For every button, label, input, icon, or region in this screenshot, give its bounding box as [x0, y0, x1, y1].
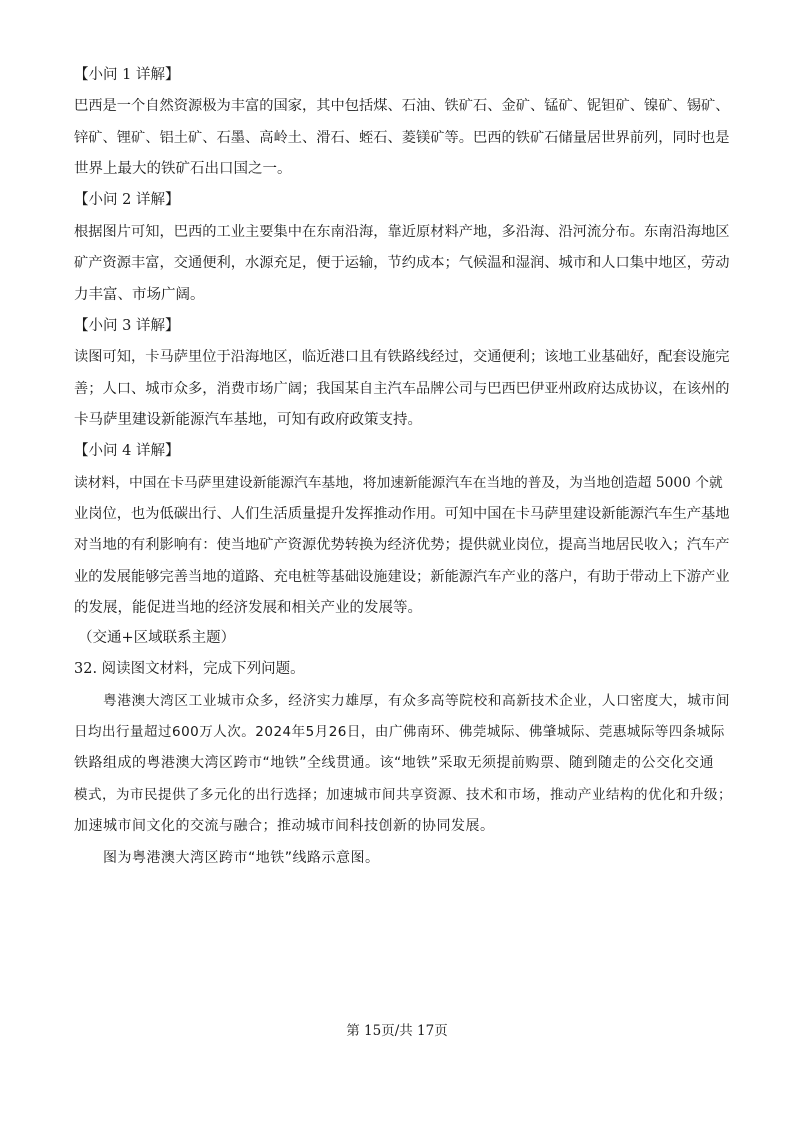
section-4-line-3: 对当地的有利影响有：使当地矿产资源优势转换为经济优势；提供就业岗位，提高当地居民收入；汽车产 — [74, 537, 730, 553]
material-line-5: 加速城市间文化的交流与融合；推动城市间科技创新的协同发展。 — [74, 818, 495, 834]
material-line-3: 铁路组成的粤港澳大湾区跨市“地铁”全线贯通。该“地铁”采取无须提前购票、随到随走的公交化交通 — [74, 755, 715, 771]
section-4-line-2: 业岗位，也为低碳出行、人们生活质量提升发挥推动作用。可知中国在卡马萨里建设新能源汽车生产基地 — [74, 506, 730, 522]
section-3-line-1: 读图可知，卡马萨里位于沿海地区，临近港口且有铁路线经过，交通便利；该地工业基础好，配套设施完 — [74, 349, 730, 365]
section-3-line-3: 卡马萨里建设新能源汽车基地，可知有政府政策支持。 — [74, 412, 422, 428]
section-3-line-2: 善；人口、城市众多，消费市场广阔；我国某自主汽车品牌公司与巴西巴伊亚州政府达成协议，在该州的 — [74, 381, 730, 397]
page-number-footer: 第 15页/共 17页 — [346, 1023, 448, 1039]
section-1-line-1: 巴西是一个自然资源极为丰富的国家，其中包括煤、石油、铁矿石、金矿、锰矿、铌钽矿、镍矿、锡矿、 — [74, 98, 730, 114]
section-1-line-2: 锌矿、锂矿、铝土矿、石墨、高岭土、滑石、蛭石、菱镁矿等。巴西的铁矿石储量居世界前列，同时也是 — [74, 130, 730, 146]
section-heading-2: 【小问 2 详解】 — [74, 192, 180, 208]
section-2-line-1: 根据图片可知，巴西的工业主要集中在东南沿海，靠近原材料产地，多沿海、沿河流分布。东南沿海地区 — [74, 224, 730, 240]
question-32-title: 32. 阅读图文材料，完成下列问题。 — [74, 661, 305, 677]
figure-caption: 图为粤港澳大湾区跨市“地铁”线路示意图。 — [103, 850, 380, 866]
material-line-2: 日均出行量超过600万人次。2024年5月26日，由广佛南环、佛莞城际、佛肇城际、莞惠城际等四条城际 — [74, 724, 725, 740]
section-4-line-5: 的发展，能促进当地的经济发展和相关产业的发展等。 — [74, 600, 422, 616]
section-heading-1: 【小问 1 详解】 — [74, 67, 180, 83]
material-line-1: 粤港澳大湾区工业城市众多，经济实力雄厚，有众多高等院校和高新技术企业，人口密度大，城市间 — [103, 693, 731, 709]
section-4-line-4: 业的发展能够完善当地的道路、充电桩等基础设施建设；新能源汽车产业的落户，有助于带动上下游产业 — [74, 569, 730, 585]
section-2-line-2: 矿产资源丰富，交通便利，水源充足，便于运输，节约成本；气候温和湿润、城市和人口集中地区，劳动 — [74, 255, 730, 271]
section-1-line-3: 世界上最大的铁矿石出口国之一。 — [74, 161, 292, 177]
section-2-line-3: 力丰富、市场广阔。 — [74, 287, 205, 303]
topic-note: （交通+区域联系主题） — [78, 630, 236, 646]
section-heading-4: 【小问 4 详解】 — [74, 443, 180, 459]
section-4-line-1: 读材料，中国在卡马萨里建设新能源汽车基地，将加速新能源汽车在当地的普及，为当地创造超 5000 个就 — [74, 475, 723, 491]
material-line-4: 模式，为市民提供了多元化的出行选择；加速城市间共享资源、技术和市场，推动产业结构的优化和升级； — [74, 787, 732, 803]
section-heading-3: 【小问 3 详解】 — [74, 318, 180, 334]
